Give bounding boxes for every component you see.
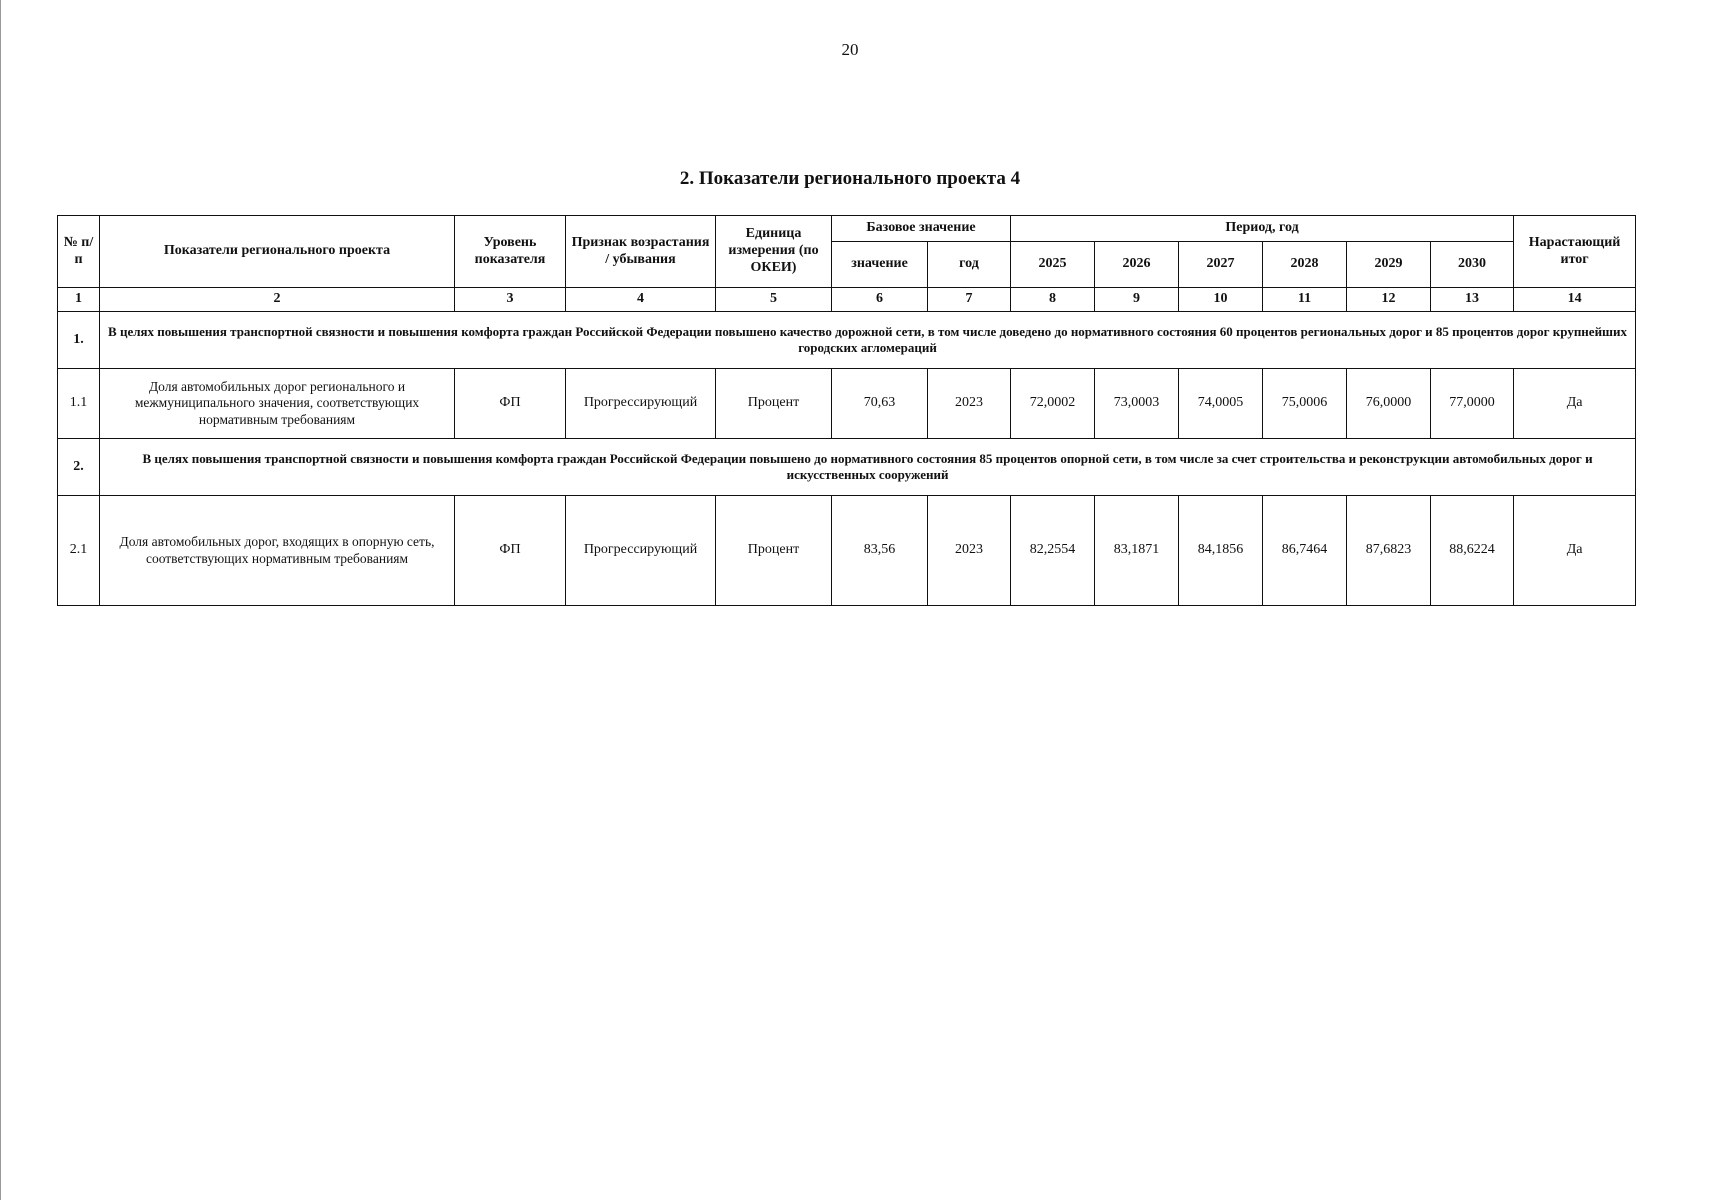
- indicator-value: 73,0003: [1095, 369, 1179, 439]
- goal-text: В целях повышения транспортной связности и повышения комфорта граждан Российской Федерации повышено до нормативного состояния 85 процентов опорной сети, в том числе за счет строительства и реконструкции автомобильных дорог и искусственных сооружений: [100, 439, 1636, 496]
- indicator-base-value: 83,56: [832, 496, 928, 606]
- indicator-value: 83,1871: [1095, 496, 1179, 606]
- indicator-unit: Процент: [716, 369, 832, 439]
- indicator-trend: Прогрессирующий: [566, 369, 716, 439]
- indicator-value: 87,6823: [1347, 496, 1431, 606]
- column-number: 3: [455, 288, 566, 312]
- column-number: 11: [1263, 288, 1347, 312]
- header-name: Показатели регионального проекта: [100, 216, 455, 288]
- goal-row: [58, 439, 1636, 496]
- indicator-value: 76,0000: [1347, 369, 1431, 439]
- column-number: 8: [1011, 288, 1095, 312]
- column-number-row: [58, 288, 1636, 312]
- header-level: Уровень показателя: [455, 216, 566, 288]
- header-row-1: [58, 216, 1636, 242]
- header-num: № п/п: [58, 216, 100, 288]
- column-number: 1: [58, 288, 100, 312]
- header-year: 2025: [1011, 242, 1095, 288]
- header-year: 2030: [1431, 242, 1514, 288]
- indicator-name: Доля автомобильных дорог регионального и межмуниципального значения, соответствующих нормативным требованиям: [100, 369, 455, 439]
- indicator-value: 72,0002: [1011, 369, 1095, 439]
- header-year: 2027: [1179, 242, 1263, 288]
- indicator-number: 2.1: [58, 496, 100, 606]
- header-base-year: год: [928, 242, 1011, 288]
- indicator-base-year: 2023: [928, 369, 1011, 439]
- header-trend: Признак возрастания / убывания: [566, 216, 716, 288]
- column-number: 4: [566, 288, 716, 312]
- column-number: 14: [1514, 288, 1636, 312]
- indicator-level: ФП: [455, 496, 566, 606]
- column-number: 2: [100, 288, 455, 312]
- goal-row: [58, 312, 1636, 369]
- column-number: 6: [832, 288, 928, 312]
- indicator-row: [58, 369, 1636, 439]
- header-period: Период, год: [1011, 216, 1514, 242]
- header-year: 2026: [1095, 242, 1179, 288]
- header-base-value: значение: [832, 242, 928, 288]
- column-number: 12: [1347, 288, 1431, 312]
- indicators-table: [57, 215, 1636, 606]
- indicator-value: 75,0006: [1263, 369, 1347, 439]
- header-base: Базовое значение: [832, 216, 1011, 242]
- indicator-value: 86,7464: [1263, 496, 1347, 606]
- indicator-value: 88,6224: [1431, 496, 1514, 606]
- indicator-value: 74,0005: [1179, 369, 1263, 439]
- indicator-trend: Прогрессирующий: [566, 496, 716, 606]
- indicator-number: 1.1: [58, 369, 100, 439]
- header-cumulative: Нарастающий итог: [1514, 216, 1636, 288]
- indicator-value: 84,1856: [1179, 496, 1263, 606]
- indicator-unit: Процент: [716, 496, 832, 606]
- page-number: 20: [841, 40, 859, 59]
- indicator-base-year: 2023: [928, 496, 1011, 606]
- goal-number: 2.: [58, 439, 100, 496]
- column-number: 13: [1431, 288, 1514, 312]
- indicator-value: 77,0000: [1431, 369, 1514, 439]
- indicator-cumulative: Да: [1514, 369, 1636, 439]
- column-number: 9: [1095, 288, 1179, 312]
- page-title: 2. Показатели регионального проекта 4: [679, 168, 1021, 189]
- header-year: 2029: [1347, 242, 1431, 288]
- column-number: 7: [928, 288, 1011, 312]
- indicator-level: ФП: [455, 369, 566, 439]
- indicator-base-value: 70,63: [832, 369, 928, 439]
- header-year: 2028: [1263, 242, 1347, 288]
- indicator-value: 82,2554: [1011, 496, 1095, 606]
- header-unit: Единица измерения (по ОКЕИ): [716, 216, 832, 288]
- goal-text: В целях повышения транспортной связности и повышения комфорта граждан Российской Федерации повышено качество дорожной сети, в том числе доведено до нормативного состояния 60 процентов региональных дорог и 85 процентов дорог крупнейших городских агломераций: [100, 312, 1636, 369]
- indicator-cumulative: Да: [1514, 496, 1636, 606]
- goal-number: 1.: [58, 312, 100, 369]
- column-number: 10: [1179, 288, 1263, 312]
- column-number: 5: [716, 288, 832, 312]
- indicator-row: [58, 496, 1636, 606]
- indicator-name: Доля автомобильных дорог, входящих в опорную сеть, соответствующих нормативным требованиям: [100, 496, 455, 606]
